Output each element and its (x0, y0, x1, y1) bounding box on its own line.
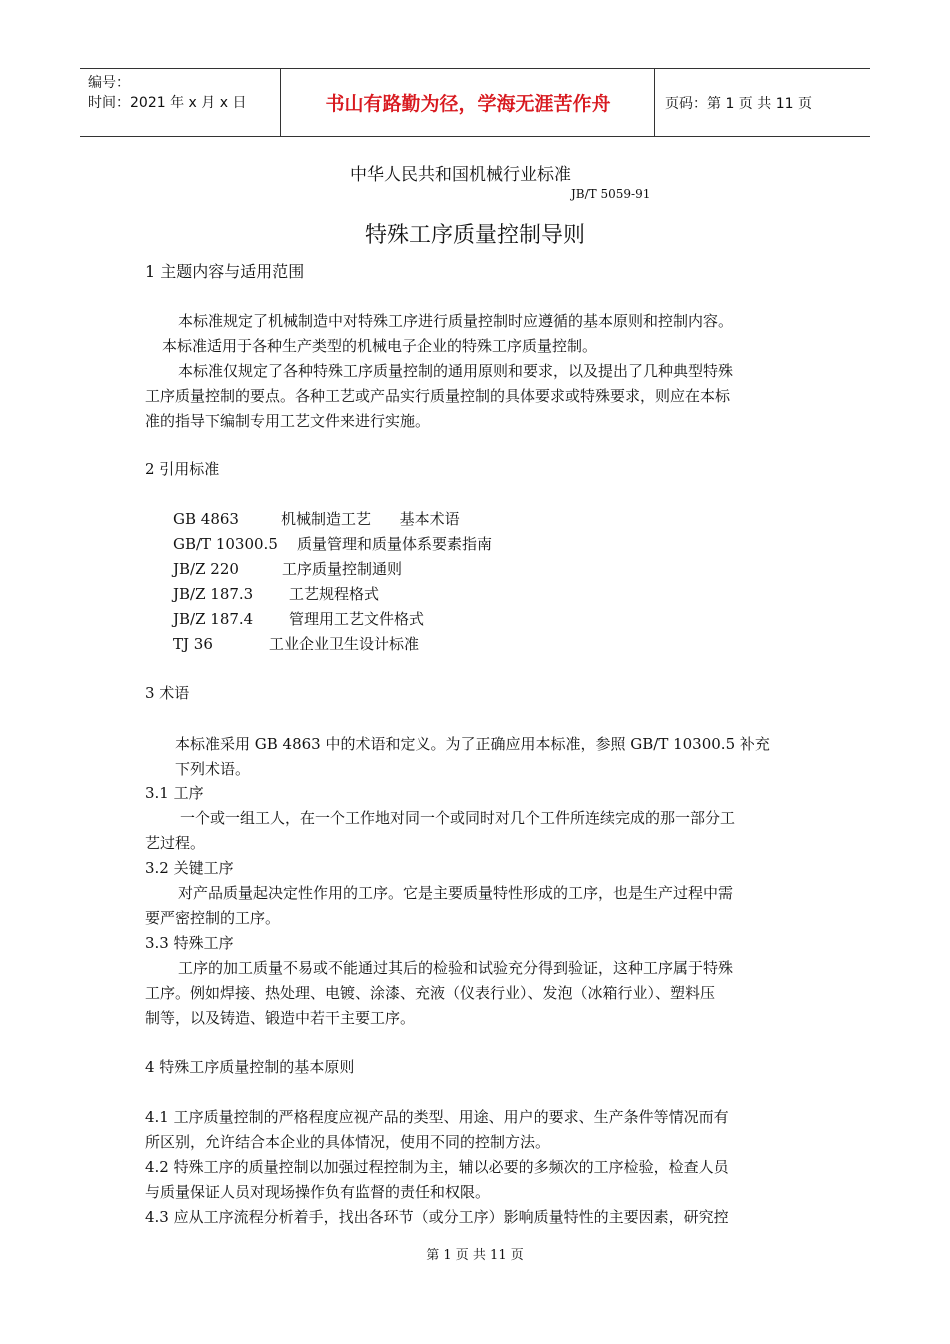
motto: 书山有路勤为径，学海无涯苦作舟 (325, 93, 611, 115)
header-meta (88, 73, 246, 113)
paragraph-line: 与质量保证人员对现场操作负有监督的责任和权限。 (145, 1183, 491, 1201)
time-label: 时间：2021 年 x 月 x 日 (88, 95, 247, 111)
ref-name: 工序质量控制通则 (282, 560, 403, 578)
paragraph-line: 工序的加工质量不易或不能通过其后的检验和试验充分得到验证，这种工序属于特殊 (178, 959, 734, 977)
section-heading: 1 主题内容与适用范围 (145, 262, 305, 281)
page-title: 特殊工序质量控制导则 (364, 223, 585, 248)
ref-code: JB/Z 187.3 (173, 585, 254, 603)
page-footer: 第 1 页 共 11 页 (426, 1248, 524, 1263)
paragraph-line: 一个或一组工人，在一个工作地对同一个或同时对几个工件所连续完成的那一部分工 (180, 809, 736, 827)
page-info: 页码：第 1 页 共 11 页 (665, 95, 812, 112)
paragraph-line: 4.2 特殊工序的质量控制以加强过程控制为主，辅以必要的多频次的工序检验，检查人员 (145, 1158, 729, 1176)
ref-name: 工业企业卫生设计标准 (269, 635, 420, 653)
ref-name: 机械制造工艺 基本术语 (281, 510, 460, 528)
paragraph-line: 准的指导下编制专用工艺文件来进行实施。 (145, 412, 431, 430)
term-heading: 3.1 工序 (145, 784, 204, 802)
section-heading: 2 引用标准 (145, 460, 220, 478)
paragraph-line: 所区别，允许结合本企业的具体情况，使用不同的控制方法。 (145, 1133, 551, 1151)
paragraph-line: 艺过程。 (145, 834, 206, 852)
paragraph-line: 下列术语。 (175, 760, 251, 778)
ref-name: 质量管理和质量体系要素指南 (297, 535, 493, 553)
header-divider (654, 69, 655, 136)
paragraph-line: 本标准规定了机械制造中对特殊工序进行质量控制时应遵循的基本原则和控制内容。 (178, 312, 734, 330)
paragraph-line: 本标准采用 GB 4863 中的术语和定义。为了正确应用本标准，参照 GB/T 10300.5 补充 (175, 735, 770, 753)
header-divider (280, 69, 281, 136)
paragraph-line: 工序质量控制的要点。各种工艺或产品实行质量控制的具体要求或特殊要求，则应在本标 (145, 387, 731, 405)
ref-code: GB 4863 (173, 510, 239, 528)
term-heading: 3.3 特殊工序 (145, 934, 234, 952)
paragraph-line: 本标准仅规定了各种特殊工序质量控制的通用原则和要求，以及提出了几种典型特殊 (178, 362, 734, 380)
ref-code: TJ 36 (173, 635, 213, 653)
ref-name: 管理用工艺文件格式 (289, 610, 425, 628)
paragraph-line: 制等，以及铸造、锻造中若干主要工序。 (145, 1009, 416, 1027)
ref-name: 工艺规程格式 (289, 585, 380, 603)
standard-code: JB/T 5059-91 (571, 187, 651, 201)
section-heading: 4 特殊工序质量控制的基本原则 (145, 1058, 355, 1076)
number-label: 编号： (88, 75, 130, 91)
paragraph-line: 要严密控制的工序。 (145, 909, 281, 927)
paragraph-line: 本标准适用于各种生产类型的机械电子企业的特殊工序质量控制。 (162, 337, 598, 355)
paragraph-line: 4.1 工序质量控制的严格程度应视产品的类型、用途、用户的要求、生产条件等情况而有 (145, 1108, 729, 1126)
ref-code: JB/Z 187.4 (173, 610, 254, 628)
paragraph-line: 工序。例如焊接、热处理、电镀、涂漆、充液（仪表行业）、发泡（冰箱行业）、塑料压 (145, 984, 716, 1002)
ref-code: GB/T 10300.5 (173, 535, 278, 553)
paragraph-line: 4.3 应从工序流程分析着手，找出各环节（或分工序）影响质量特性的主要因素，研究控 (145, 1208, 729, 1226)
section-heading: 3 术语 (145, 684, 190, 702)
term-heading: 3.2 关键工序 (145, 859, 234, 877)
paragraph-line: 对产品质量起决定性作用的工序。它是主要质量特性形成的工序，也是生产过程中需 (178, 884, 734, 902)
standard-org: 中华人民共和国机械行业标准 (350, 165, 571, 185)
ref-code: JB/Z 220 (173, 560, 239, 578)
document-header (80, 68, 870, 137)
